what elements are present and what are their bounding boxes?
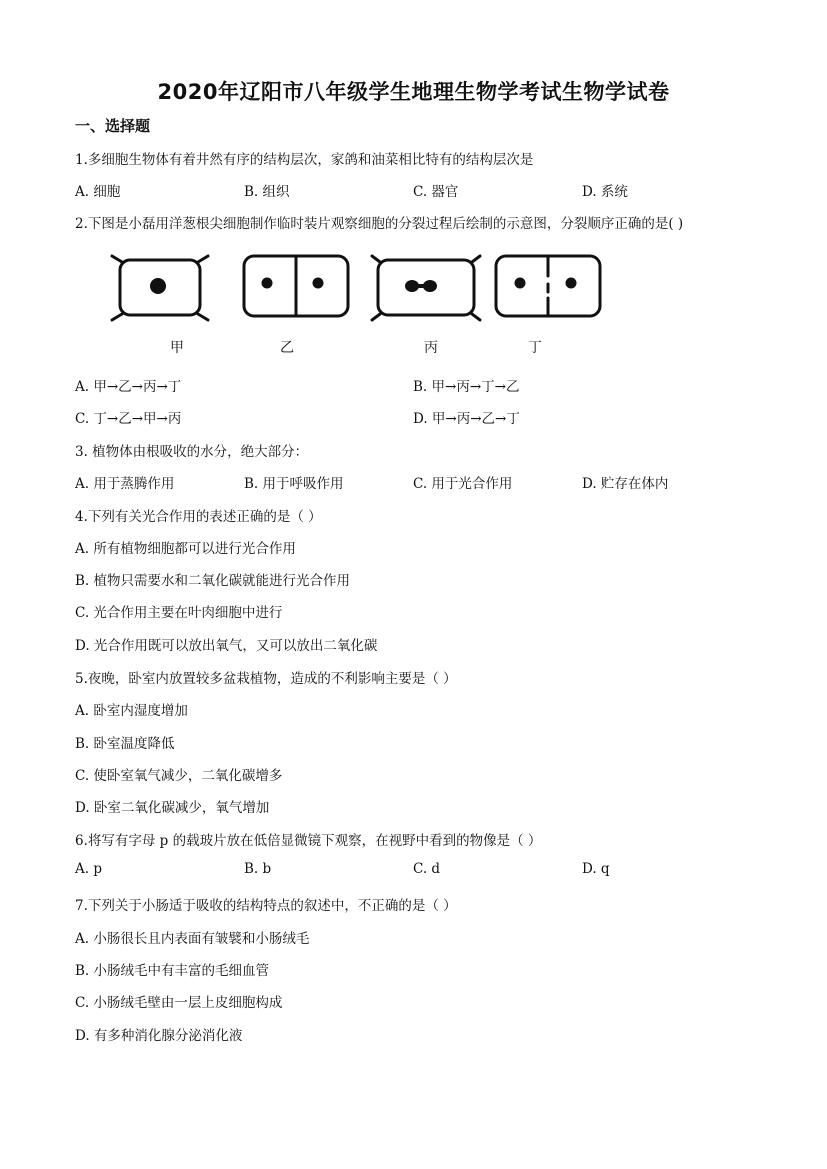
q3-option-c: C. 用于光合作用	[413, 476, 513, 492]
q4-option-b: B. 植物只需要水和二氧化碳就能进行光合作用	[75, 573, 351, 589]
cell-yi	[244, 256, 348, 316]
q5-option-c: C. 使卧室氧气减少，二氧化碳增多	[75, 768, 283, 784]
q7-option-c: C. 小肠绒毛壁由一层上皮细胞构成	[75, 995, 283, 1011]
q6-option-a: A. p	[75, 861, 102, 877]
nucleus-jia	[150, 278, 166, 294]
figure-label-ding: 丁	[528, 340, 542, 356]
q6-option-b: B. b	[244, 861, 272, 877]
q2-option-a: A. 甲→乙→丙→丁	[75, 379, 182, 395]
q5-option-a: A. 卧室内湿度增加	[75, 703, 188, 719]
figure-label-yi: 乙	[280, 340, 294, 356]
question-7-stem: 7.下列关于小肠适于吸收的结构特点的叙述中，不正确的是（ ）	[75, 898, 457, 914]
nucleus-ding-right	[566, 278, 577, 289]
question-1-stem: 1.多细胞生物体有着井然有序的结构层次，家鸽和油菜相比特有的结构层次是	[75, 152, 534, 168]
q7-option-b: B. 小肠绒毛中有丰富的毛细血管	[75, 963, 270, 979]
q7-option-d: D. 有多种消化腺分泌消化液	[75, 1028, 243, 1044]
q2-option-b: B. 甲→丙→丁→乙	[413, 379, 520, 395]
cell-division-figure	[110, 248, 610, 333]
nucleus-yi-right	[313, 278, 324, 289]
q3-option-a: A. 用于蒸腾作用	[75, 476, 175, 492]
q2-option-d: D. 甲→丙→乙→丁	[413, 411, 520, 427]
figure-label-bing: 丙	[424, 340, 438, 356]
q4-option-c: C. 光合作用主要在叶肉细胞中进行	[75, 605, 283, 621]
question-2-stem: 2.下图是小磊用洋葱根尖细胞制作临时装片观察细胞的分裂过程后绘制的示意图，分裂顺序正确的是( )	[75, 216, 684, 232]
page-title: 2020年辽阳市八年级学生地理生物学考试生物学试卷	[157, 80, 670, 104]
q6-option-c: C. d	[413, 861, 441, 877]
q2-option-c: C. 丁→乙→甲→丙	[75, 411, 182, 427]
q5-option-d: D. 卧室二氧化碳减少，氧气增加	[75, 800, 270, 816]
q5-option-b: B. 卧室温度降低	[75, 736, 175, 752]
q1-option-a: A. 细胞	[75, 184, 121, 200]
nucleus-ding-left	[515, 278, 526, 289]
q4-option-d: D. 光合作用既可以放出氧气，又可以放出二氧化碳	[75, 638, 378, 654]
q3-option-b: B. 用于呼吸作用	[244, 476, 344, 492]
question-5-stem: 5.夜晚，卧室内放置较多盆栽植物，造成的不利影响主要是（ ）	[75, 671, 457, 687]
question-6-stem: 6.将写有字母 p 的载玻片放在低倍显微镜下观察，在视野中看到的物像是（ ）	[75, 833, 542, 849]
q6-option-d: D. q	[582, 861, 610, 877]
question-4-stem: 4.下列有关光合作用的表述正确的是（ ）	[75, 509, 322, 525]
nucleus-bing-bridge	[412, 284, 430, 288]
nucleus-yi-left	[262, 278, 273, 289]
q1-option-c: C. 器官	[413, 184, 459, 200]
q1-option-b: B. 组织	[244, 184, 290, 200]
q3-option-d: D. 贮存在体内	[582, 476, 669, 492]
question-3-stem: 3. 植物体由根吸收的水分，绝大部分：	[75, 444, 309, 460]
q7-option-a: A. 小肠很长且内表面有皱襞和小肠绒毛	[75, 931, 310, 947]
section-heading: 一、选择题	[75, 117, 151, 135]
q1-option-d: D. 系统	[582, 184, 628, 200]
cell-ding	[496, 256, 600, 316]
figure-label-jia: 甲	[170, 340, 184, 356]
q4-option-a: A. 所有植物细胞都可以进行光合作用	[75, 541, 296, 557]
